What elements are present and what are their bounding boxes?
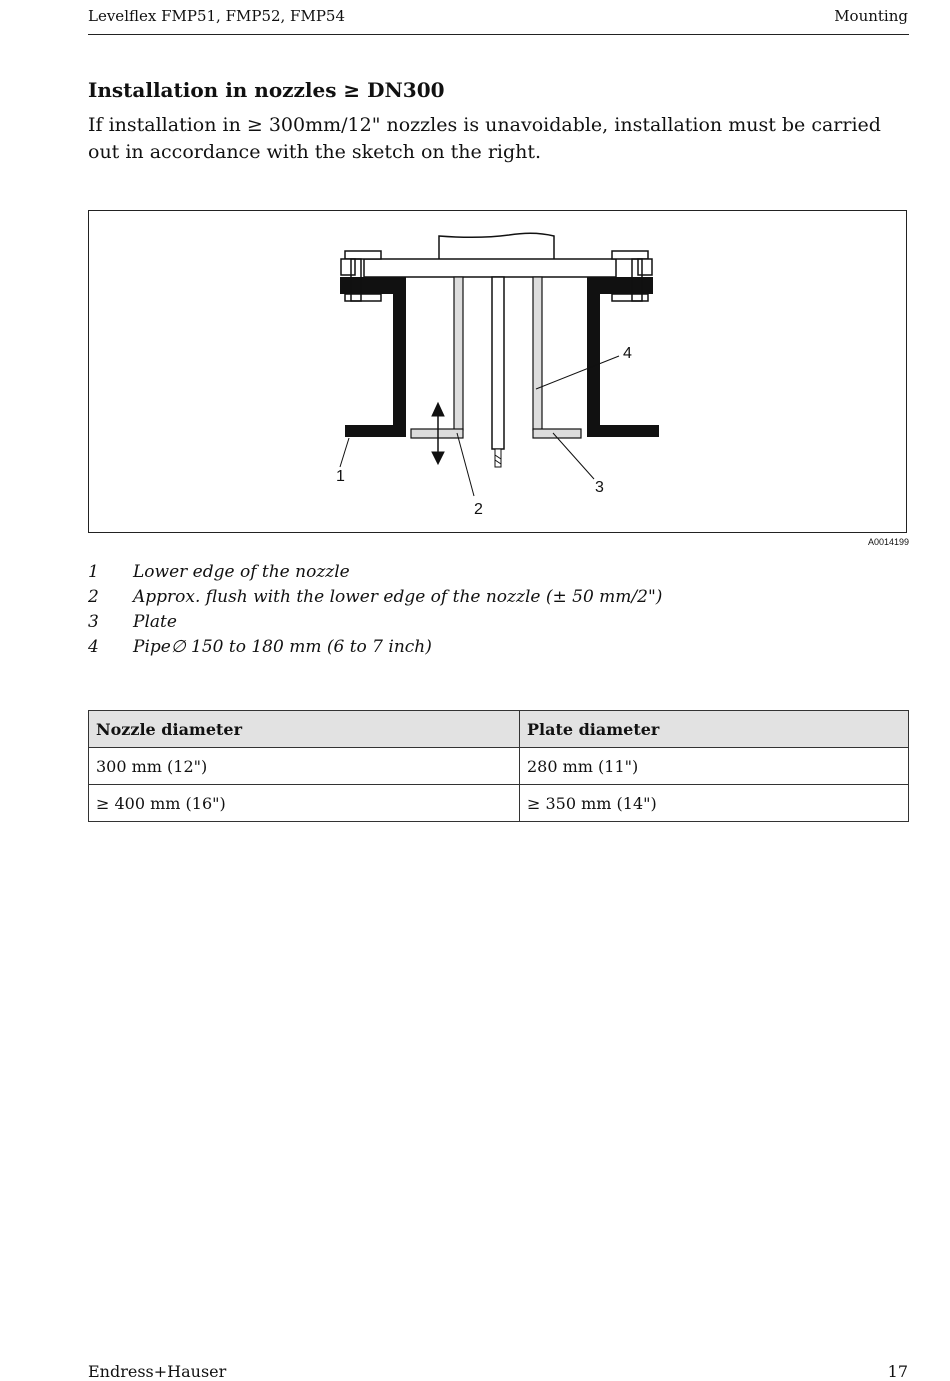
nozzle-bottom-right (587, 425, 659, 437)
bolt-right (612, 251, 652, 301)
callout-2: 2 (474, 501, 483, 518)
pipe-wall-right (533, 277, 542, 430)
table-cell: 300 mm (12") (89, 748, 520, 785)
nozzle-bottom-left (345, 425, 406, 437)
section-title: Installation in nozzles ≥ DN300 (88, 78, 445, 102)
table-row (89, 748, 909, 785)
header-rule (88, 34, 909, 35)
legend-number: 2 (88, 587, 99, 607)
intro-paragraph: If installation in ≥ 300mm/12" nozzles is unavoidable, installation must be carried out in accordance with the sketch on the right. (88, 114, 881, 163)
legend-item (88, 562, 662, 587)
plate-right (533, 429, 581, 438)
nozzle-wall-left (393, 277, 406, 437)
table-cell: 280 mm (11") (520, 748, 909, 785)
column-header-plate-diameter: Plate diameter (520, 711, 909, 748)
column-header-nozzle-diameter: Nozzle diameter (89, 711, 520, 748)
callout-1: 1 (336, 468, 345, 485)
header-document-title: Levelflex FMP51, FMP52, FMP54 (88, 7, 346, 25)
table-row (89, 785, 909, 822)
installation-figure (88, 210, 907, 533)
legend-number: 1 (88, 562, 99, 582)
legend-item (88, 637, 662, 662)
figure-legend (88, 562, 662, 662)
table-header-row (89, 711, 909, 748)
device-flange (364, 259, 616, 277)
legend-text: Lower edge of the nozzle (133, 562, 350, 582)
figure-code: A0014199 (867, 537, 909, 547)
legend-text: Approx. flush with the lower edge of the nozzle (± 50 mm/2") (133, 587, 663, 607)
diameter-table (88, 710, 909, 822)
probe-rod (492, 277, 504, 449)
callout-4: 4 (623, 345, 632, 362)
header-section-name: Mounting (834, 7, 908, 25)
pipe-wall-left (454, 277, 463, 430)
legend-text: Pipe∅ 150 to 180 mm (6 to 7 inch) (133, 637, 432, 657)
page-number: 17 (887, 1362, 908, 1381)
legend-item (88, 587, 662, 612)
callout-3: 3 (595, 479, 604, 496)
nozzle-installation-drawing (89, 211, 908, 534)
plate-left (411, 429, 463, 438)
table-cell: ≥ 400 mm (16") (89, 785, 520, 822)
legend-number: 4 (88, 637, 99, 657)
legend-item (88, 612, 662, 637)
device-housing (439, 233, 554, 261)
table-cell: ≥ 350 mm (14") (520, 785, 909, 822)
legend-text: Plate (133, 612, 177, 632)
nozzle-wall-right (587, 277, 600, 437)
footer-brand: Endress+Hauser (88, 1362, 227, 1381)
legend-number: 3 (88, 612, 99, 632)
